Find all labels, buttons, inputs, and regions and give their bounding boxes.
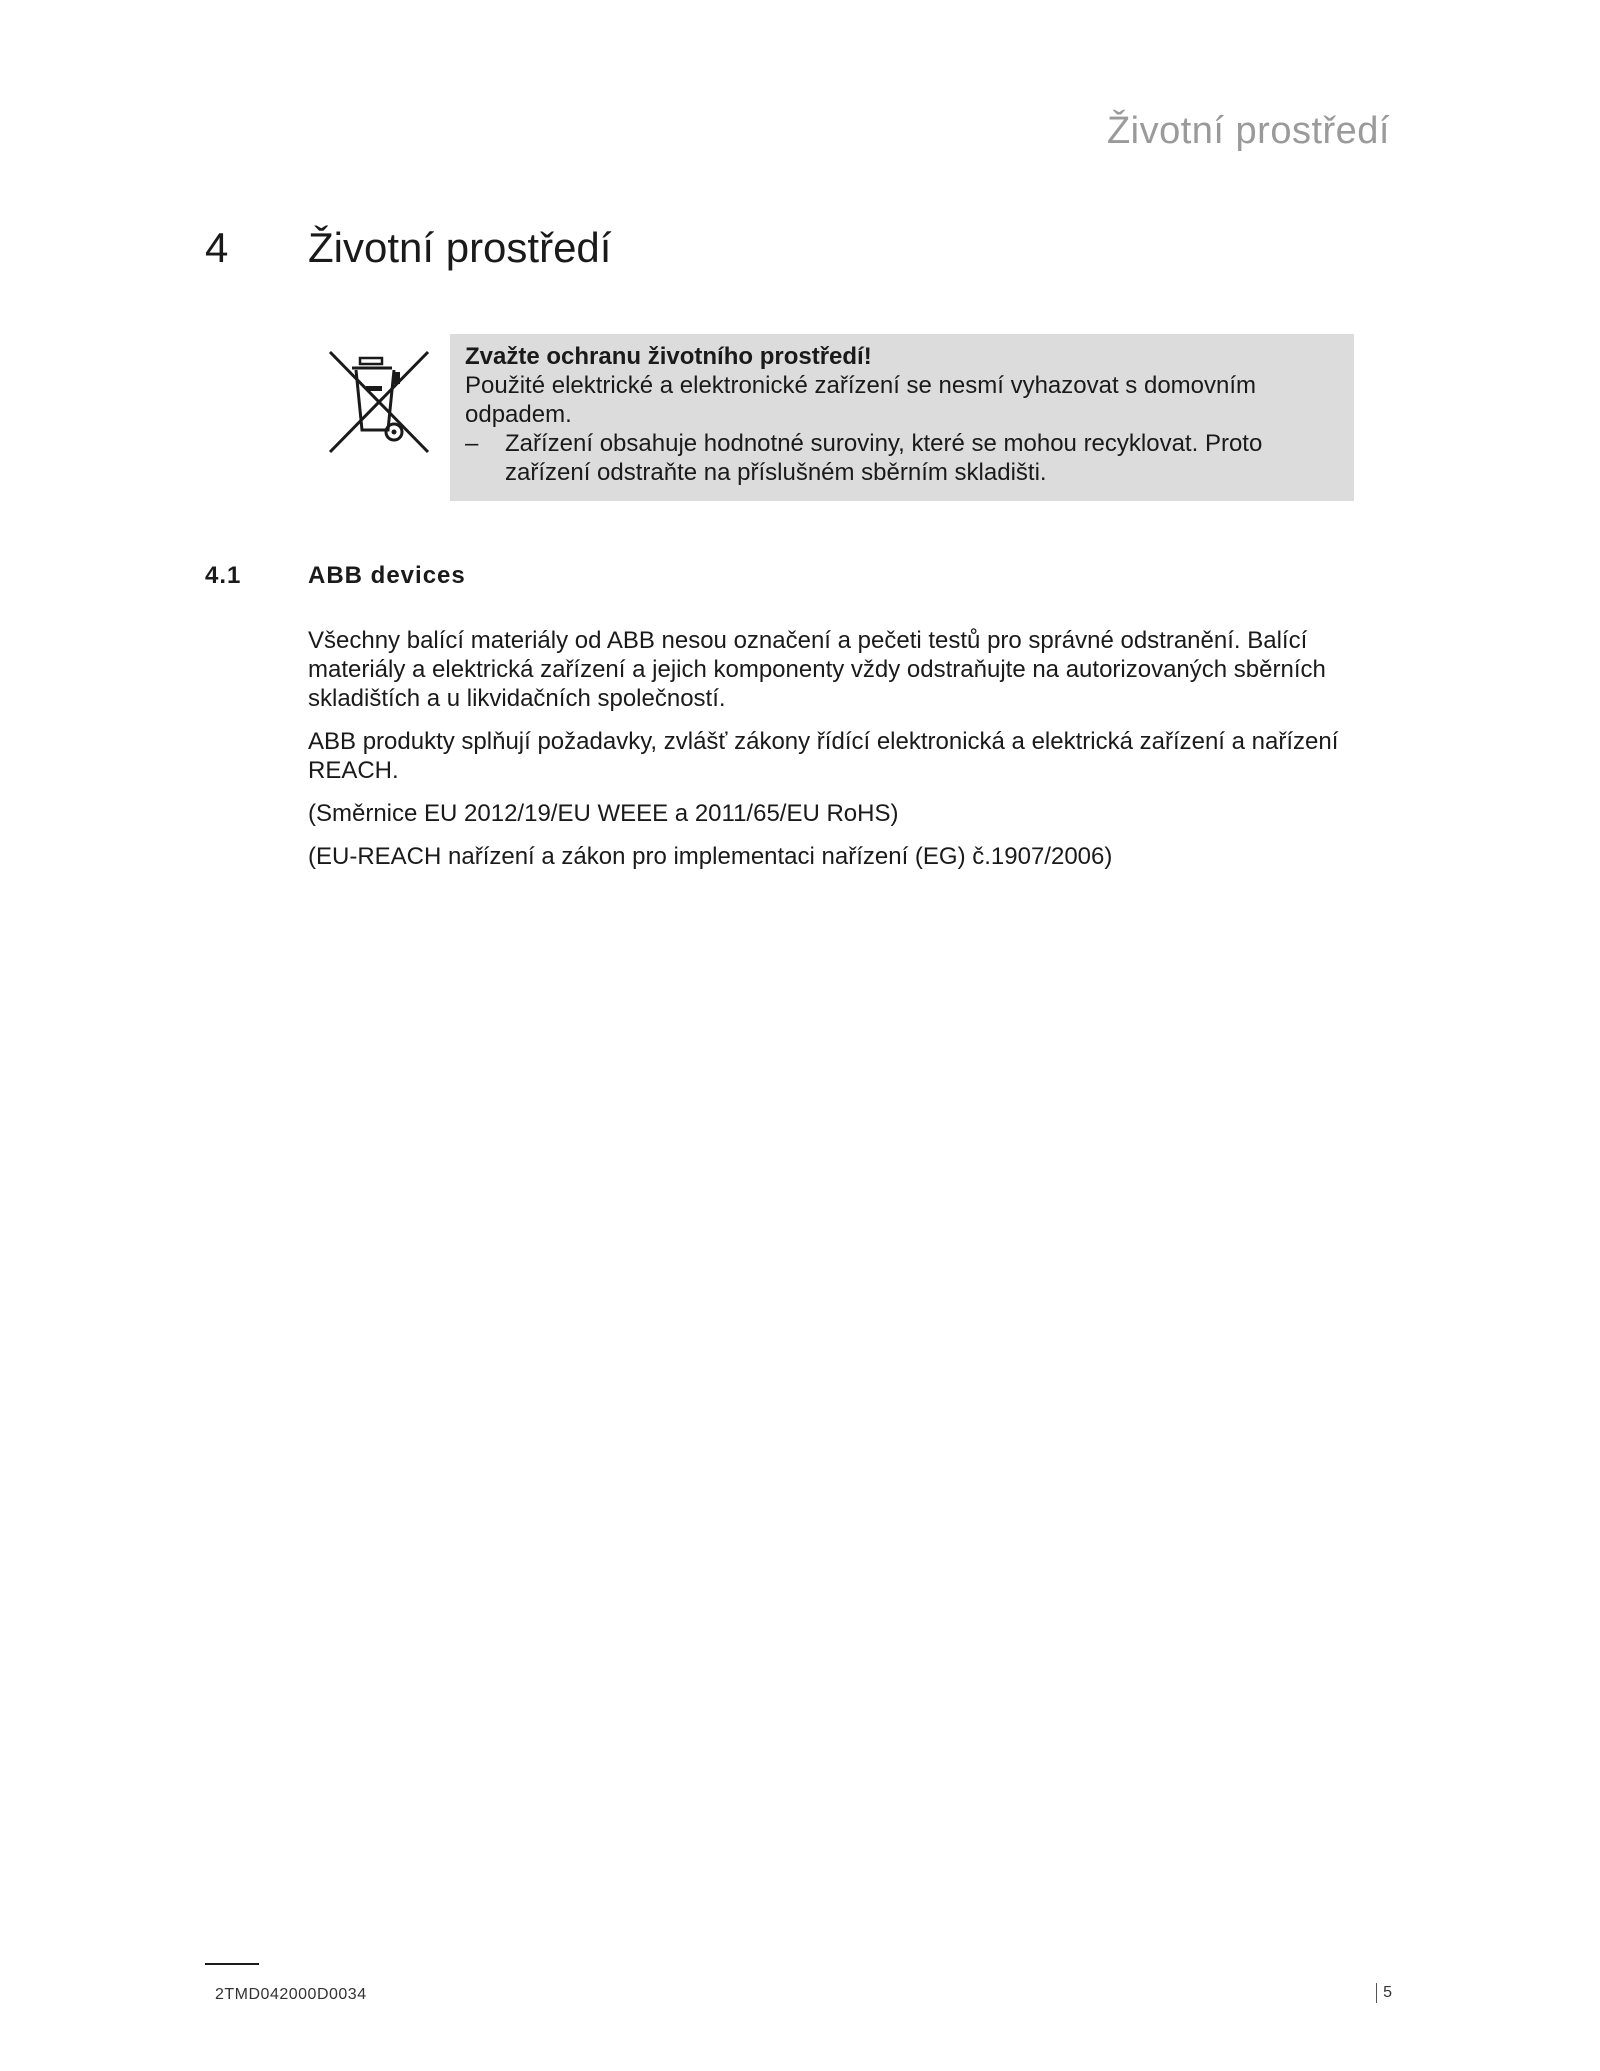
- notice-item-text: Zařízení obsahuje hodnotné suroviny, které se mohou recyklovat. Proto zařízení odstraňte na příslušném sběrním skladišti.: [505, 430, 1263, 486]
- section-body: [308, 626, 1358, 885]
- page-number: [1376, 1980, 1392, 2006]
- document-number: 2TMD042000D0034: [215, 1986, 367, 2003]
- page-number-value: 5: [1383, 1984, 1392, 2001]
- footer-rule: [205, 1963, 259, 1965]
- body-paragraph: ABB produkty splňují požadavky, zvlášť zákony řídící elektronická a elektrická zařízení a nařízení REACH.: [308, 728, 1339, 784]
- notice-text: Použité elektrické a elektronické zařízení se nesmí vyhazovat s domovním odpadem.: [465, 372, 1257, 428]
- chapter-number: 4: [205, 224, 229, 271]
- notice-list-item: [465, 429, 1340, 487]
- page-number-divider: [1376, 1983, 1377, 2003]
- body-paragraph: (EU-REACH nařízení a zákon pro implementaci nařízení (EG) č.1907/2006): [308, 843, 1113, 870]
- crossed-out-wheelie-bin-icon: [328, 348, 432, 458]
- notice-heading: Zvažte ochranu životního prostředí!: [465, 343, 872, 370]
- section-title: ABB devices: [308, 562, 466, 589]
- chapter-title: Životní prostředí: [308, 224, 612, 271]
- list-dash: –: [465, 430, 479, 457]
- body-paragraph: (Směrnice EU 2012/19/EU WEEE a 2011/65/EU RoHS): [308, 800, 899, 827]
- section-number: 4.1: [205, 562, 242, 589]
- body-paragraph: Všechny balící materiály od ABB nesou označení a pečeti testů pro správné odstranění. Balící materiály a elektrická zařízení a jejich komponenty vždy odstraňujte na autorizovaných sběrních skladištích a u likvidačních společností.: [308, 627, 1326, 712]
- running-header: Životní prostředí: [1106, 110, 1390, 152]
- environment-notice: [450, 334, 1354, 501]
